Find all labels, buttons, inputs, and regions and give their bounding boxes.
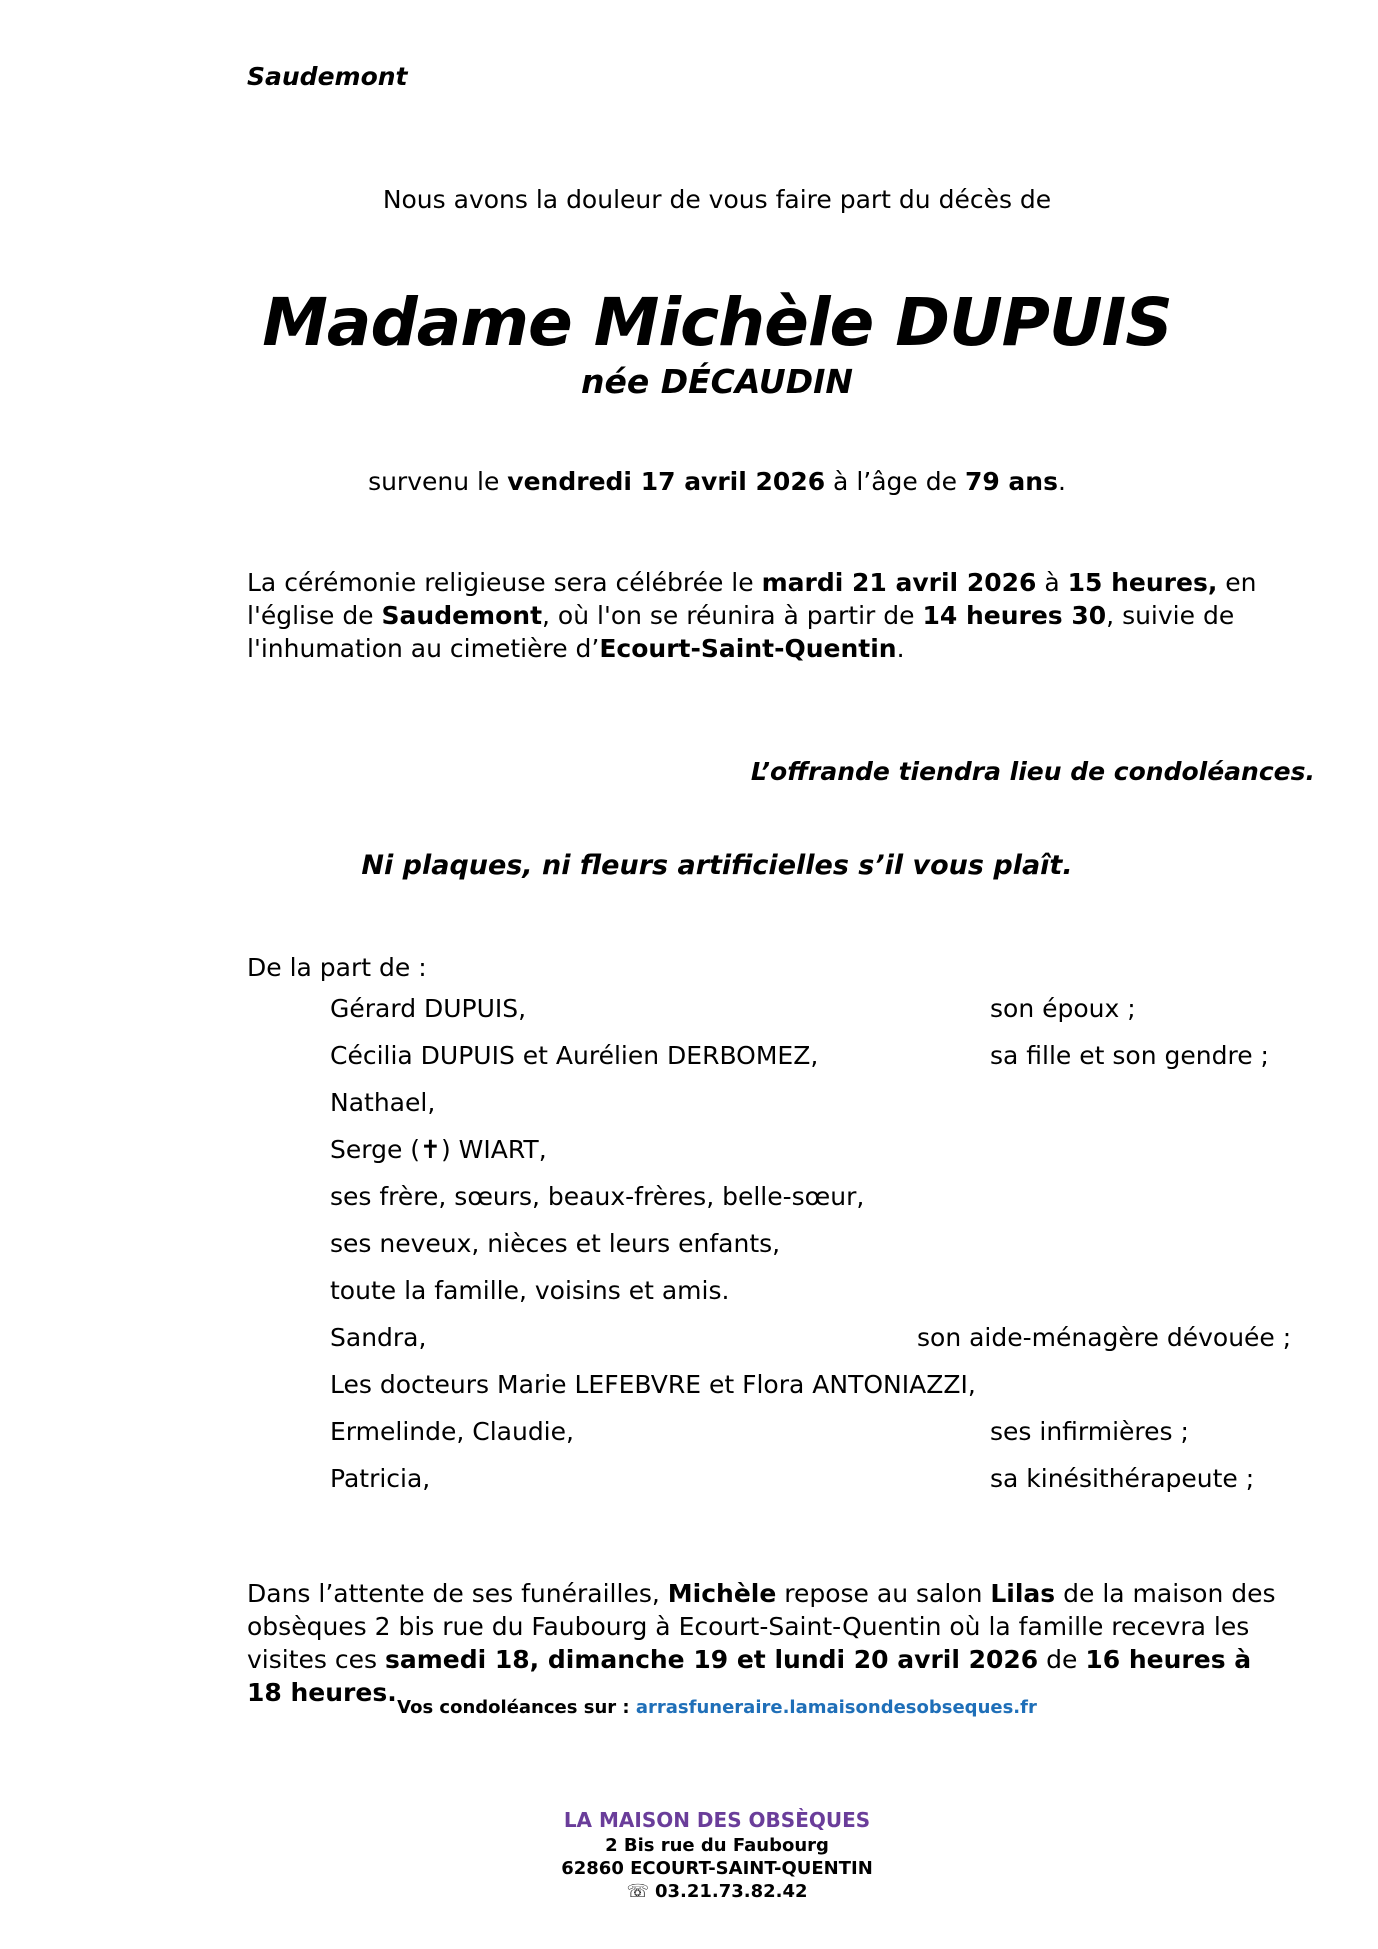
family-name: Serge (✝) WIART, — [330, 1135, 547, 1164]
family-row — [0, 1276, 1378, 1323]
family-relation: son époux ; — [990, 994, 1136, 1023]
condolences-line — [0, 1697, 1378, 1718]
no-flowers-note: Ni plaques, ni fleurs artificielles s’il vous plaît. — [361, 850, 1073, 881]
company-name: LA MAISON DES OBSÈQUES — [563, 1808, 871, 1832]
company-phone-line — [0, 1881, 1378, 1902]
family-relation: ses infirmières ; — [990, 1417, 1189, 1446]
ceremony-text: . — [896, 634, 905, 663]
family-name: Nathael, — [330, 1088, 436, 1117]
ceremony-time: 15 heures, — [1067, 568, 1218, 597]
offrande-note: L’offrande tiendra lieu de condoléances. — [750, 757, 1315, 786]
family-row — [0, 1417, 1378, 1464]
salon-text: Dans l’attente de ses funérailles, — [247, 1579, 668, 1608]
family-row — [0, 994, 1378, 1041]
death-line — [0, 467, 1378, 496]
salon-text: repose au salon — [776, 1579, 991, 1608]
family-name: Ermelinde, Claudie, — [330, 1417, 574, 1446]
cemetery-name: Ecourt-Saint-Quentin — [599, 634, 897, 663]
ceremony-text: à — [1036, 568, 1068, 597]
death-age: 79 ans — [964, 467, 1058, 496]
ceremony-church: Saudemont — [381, 601, 543, 630]
visit-days: samedi 18, dimanche 19 et lundi 20 avril 2026 — [384, 1645, 1039, 1674]
condolences-link[interactable]: arrasfuneraire.lamaisondesobseques.fr — [635, 1697, 1037, 1718]
condolences-label: Vos condoléances sur : — [397, 1697, 636, 1718]
salon-text: de — [1038, 1645, 1086, 1674]
family-name: toute la famille, voisins et amis. — [330, 1276, 730, 1305]
family-row — [0, 1464, 1378, 1511]
family-name: Patricia, — [330, 1464, 431, 1493]
ceremony-text: La cérémonie religieuse sera célébrée le — [247, 568, 762, 597]
salon-room: Lilas — [990, 1579, 1056, 1608]
maiden-name: née DÉCAUDIN — [580, 362, 854, 401]
family-name: ses frère, sœurs, beaux-frères, belle-sœur, — [330, 1182, 865, 1211]
family-name: Sandra, — [330, 1323, 427, 1352]
family-name: Les docteurs Marie LEFEBVRE et Flora ANTONIAZZI, — [330, 1370, 976, 1399]
death-text: à l’âge de — [825, 467, 965, 496]
family-row — [0, 1182, 1378, 1229]
place-heading: Saudemont — [247, 62, 408, 91]
company-address-line1: 2 Bis rue du Faubourg — [605, 1835, 829, 1856]
family-row — [0, 1041, 1378, 1088]
deceased-firstname: Michèle — [667, 1579, 777, 1608]
visit-hours: 16 heures à 18 heures. — [247, 1645, 1252, 1707]
family-row — [0, 1229, 1378, 1276]
family-name: ses neveux, nièces et leurs enfants, — [330, 1229, 781, 1258]
family-name: Gérard DUPUIS, — [330, 994, 527, 1023]
ceremony-text: , où l'on se réunira à partir de — [542, 601, 923, 630]
salon-text: de la maison des obsèques 2 bis rue du Faubourg à Ecourt-Saint-Quentin où la famille recevra les visites ces — [247, 1579, 1276, 1674]
ceremony-date: mardi 21 avril 2026 — [761, 568, 1037, 597]
gathering-time: 14 heures 30 — [922, 601, 1107, 630]
phone-icon: ☏ — [626, 1881, 649, 1902]
family-row — [0, 1088, 1378, 1135]
company-phone: 03.21.73.82.42 — [654, 1881, 808, 1902]
family-relation: sa fille et son gendre ; — [990, 1041, 1269, 1070]
deceased-name: Madame Michèle DUPUIS — [262, 284, 1172, 361]
from-label: De la part de : — [247, 953, 427, 982]
ceremony-text: en l'église de — [247, 568, 1257, 630]
intro-text: Nous avons la douleur de vous faire part du décès de — [382, 185, 1052, 214]
ceremony-paragraph — [247, 566, 1282, 665]
family-row — [0, 1323, 1378, 1370]
ceremony-text: , suivie de l'inhumation au cimetière d’ — [247, 601, 1235, 663]
family-row — [0, 1370, 1378, 1417]
family-relation: son aide-ménagère dévouée ; — [917, 1323, 1292, 1352]
death-text: survenu le — [368, 467, 508, 496]
death-text: . — [1057, 467, 1066, 496]
family-relation: sa kinésithérapeute ; — [990, 1464, 1255, 1493]
family-name: Cécilia DUPUIS et Aurélien DERBOMEZ, — [330, 1041, 819, 1070]
company-address-line2: 62860 ECOURT-SAINT-QUENTIN — [561, 1858, 873, 1879]
family-row — [0, 1135, 1378, 1182]
salon-paragraph — [247, 1577, 1282, 1709]
death-date: vendredi 17 avril 2026 — [507, 467, 826, 496]
